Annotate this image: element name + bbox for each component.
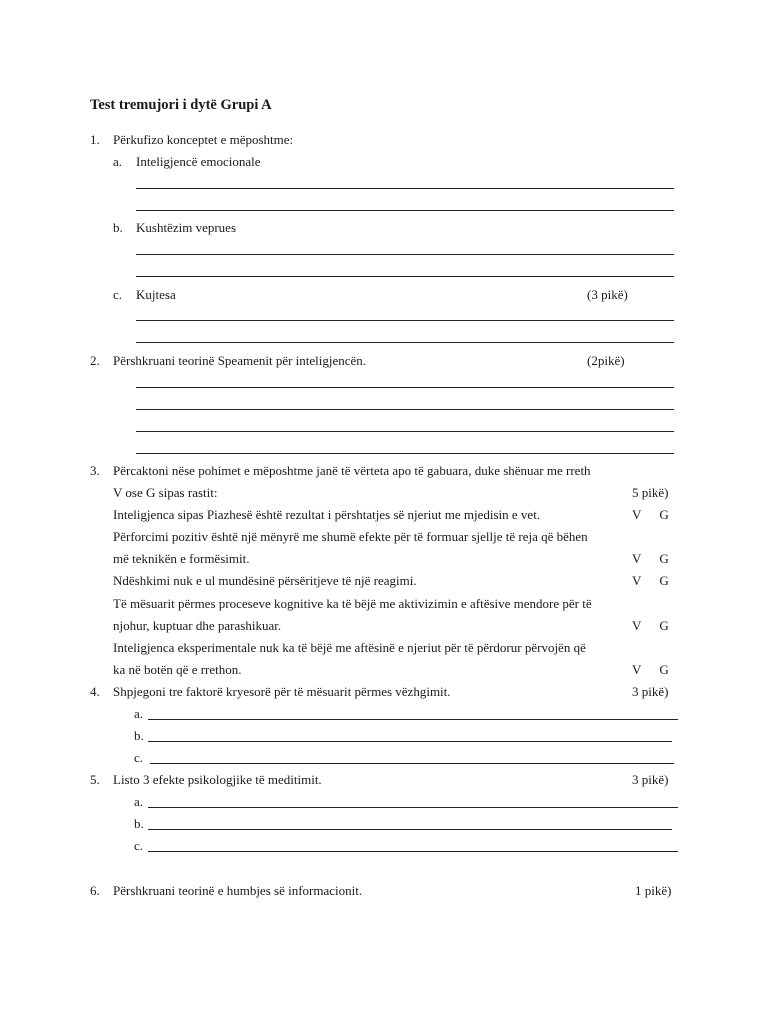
- answer-line[interactable]: [136, 210, 674, 211]
- q4-b-label: b.: [134, 728, 144, 743]
- choice-v[interactable]: V: [632, 618, 642, 633]
- question-2-points: (2pikë): [587, 353, 625, 368]
- question-5-points: 3 pikë): [632, 772, 669, 787]
- q1-b-text: Kushtëzim veprues: [136, 220, 237, 235]
- question-1-text: Përkufizo konceptet e mëposhtme:: [113, 132, 294, 147]
- statement-2-choices: [632, 551, 669, 567]
- page-title: Test tremujori i dytë Grupi A: [90, 97, 272, 113]
- answer-line[interactable]: [136, 320, 674, 321]
- statement-5-choices: [632, 662, 669, 678]
- statement-1: Inteligjenca sipas Piazhesë është rezultat i përshtatjes së njeriut me mjedisin e vet.: [113, 507, 541, 522]
- q1-b-label: b.: [113, 220, 123, 235]
- choice-g[interactable]: G: [659, 573, 669, 588]
- q5-a-label: a.: [134, 794, 144, 809]
- statement-2-line-1: Përforcimi pozitiv është një mënyrë me shumë efekte për të formuar sjellje të reja që bëhen: [113, 529, 588, 544]
- q4-c-label: c.: [134, 750, 144, 765]
- choice-g[interactable]: G: [659, 507, 669, 522]
- statement-4-line-1: Të mësuarit përmes proceseve kognitive ka të bëjë me aktivizimin e aftësive mendore për të: [113, 596, 592, 611]
- choice-v[interactable]: V: [632, 662, 642, 677]
- answer-line[interactable]: [136, 431, 674, 432]
- answer-line[interactable]: [148, 829, 672, 830]
- question-3-points: 5 pikë): [632, 485, 669, 500]
- answer-line[interactable]: [136, 254, 674, 255]
- question-6-points: 1 pikë): [635, 883, 672, 898]
- statement-4-choices: [632, 618, 669, 634]
- statement-3-choices: [632, 573, 669, 589]
- question-6-text: Përshkruani teorinë e humbjes së informacionit.: [113, 883, 363, 898]
- answer-line[interactable]: [136, 342, 674, 343]
- q5-c-label: c.: [134, 838, 144, 853]
- statement-4-line-2: njohur, kuptuar dhe parashikuar.: [113, 618, 282, 633]
- answer-line[interactable]: [148, 851, 678, 852]
- choice-v[interactable]: V: [632, 573, 642, 588]
- choice-g[interactable]: G: [659, 551, 669, 566]
- q1-c-label: c.: [113, 287, 123, 302]
- statement-1-choices: [632, 507, 669, 523]
- q5-b-label: b.: [134, 816, 144, 831]
- answer-line[interactable]: [150, 763, 674, 764]
- question-3-number: 3.: [90, 463, 100, 478]
- statement-3: Ndëshkimi nuk e ul mundësinë përsëritjeve të një reagimi.: [113, 573, 417, 588]
- question-3-text-line-2: V ose G sipas rastit:: [113, 485, 218, 500]
- question-2-number: 2.: [90, 353, 100, 368]
- question-4-points: 3 pikë): [632, 684, 669, 699]
- choice-g[interactable]: G: [659, 618, 669, 633]
- q1-c-text: Kujtesa: [136, 287, 176, 302]
- answer-line[interactable]: [136, 188, 674, 189]
- question-3-text-line-1: Përcaktoni nëse pohimet e mëposhtme janë të vërteta apo të gabuara, duke shënuar me rreth: [113, 463, 591, 478]
- question-5-number: 5.: [90, 772, 100, 787]
- answer-line[interactable]: [148, 741, 672, 742]
- answer-line[interactable]: [136, 387, 674, 388]
- question-4-text: Shpjegoni tre faktorë kryesorë për të mësuarit përmes vëzhgimit.: [113, 684, 451, 699]
- question-2-text: Përshkruani teorinë Speamenit për inteligjencën.: [113, 353, 367, 368]
- answer-line[interactable]: [148, 807, 678, 808]
- q4-a-label: a.: [134, 706, 144, 721]
- question-6-number: 6.: [90, 883, 100, 898]
- answer-line[interactable]: [136, 453, 674, 454]
- q1-a-label: a.: [113, 154, 123, 169]
- statement-5-line-2: ka në botën që e rrethon.: [113, 662, 242, 677]
- choice-v[interactable]: V: [632, 551, 642, 566]
- question-1-number: 1.: [90, 132, 100, 147]
- choice-v[interactable]: V: [632, 507, 642, 522]
- q1-a-text: Inteligjencë emocionale: [136, 154, 261, 169]
- answer-line[interactable]: [136, 409, 674, 410]
- answer-line[interactable]: [136, 276, 674, 277]
- answer-line[interactable]: [148, 719, 678, 720]
- statement-5-line-1: Inteligjenca eksperimentale nuk ka të bëjë me aftësinë e njeriut për të përdorur përvojën që: [113, 640, 586, 655]
- statement-2-line-2: më teknikën e formësimit.: [113, 551, 250, 566]
- question-1-points: (3 pikë): [587, 287, 628, 302]
- question-5-text: Listo 3 efekte psikologjike të meditimit.: [113, 772, 322, 787]
- question-4-number: 4.: [90, 684, 100, 699]
- choice-g[interactable]: G: [659, 662, 669, 677]
